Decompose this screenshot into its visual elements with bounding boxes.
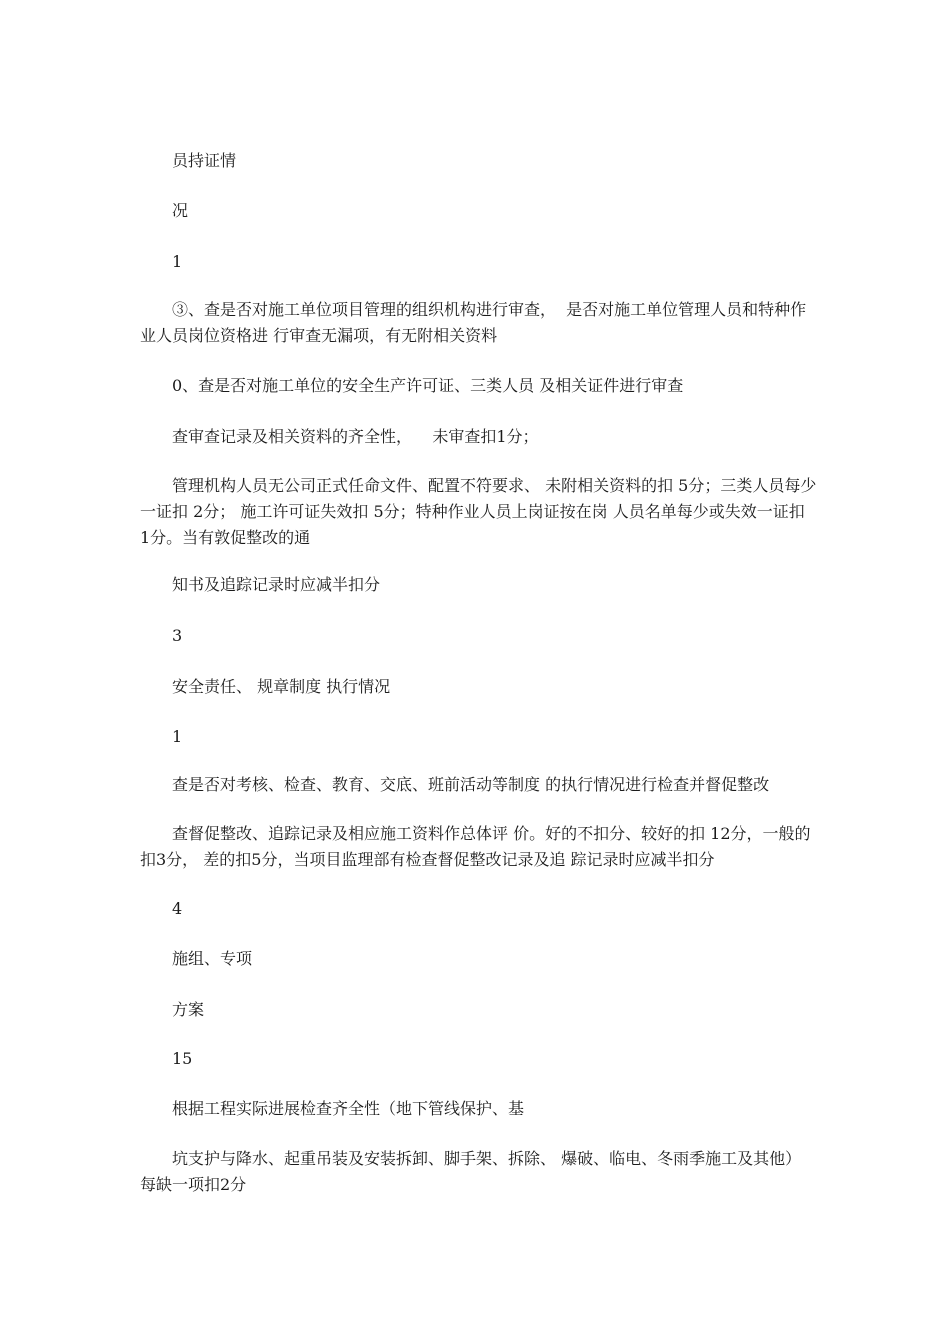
paragraph: 根据工程实际进展检查齐全性（地下管线保护、基 [172,1099,525,1118]
paragraph: 查督促整改、追踪记录及相应施工资料作总体评 价。好的不扣分、较好的扣 12分，一般的扣3分， 差的扣5分，当项目监理部有检查督促整改记录及追 踪记录时应减半扣分 [140,824,811,869]
paragraph: 查是否对考核、检查、教育、交底、班前活动等制度 的执行情况进行检查并督促整改 [172,775,770,794]
paragraph: 知书及追踪记录时应减半扣分 [172,575,381,594]
paragraph: 方案 [172,1000,205,1019]
paragraph: 3 [172,626,183,645]
paragraph: 坑支护与降水、起重吊装及安装拆卸、脚手架、拆除、 爆破、临电、冬雨季施工及其他） 每缺一项扣2分 [140,1149,822,1194]
paragraph: 管理机构人员无公司正式任命文件、配置不符要求、 未附相关资料的扣 5分；三类人员每少一证扣 2分； 施工许可证失效扣 5分；特种作业人员上岗证按在岗 人员名单每少或失效一证扣 1分。当有敦促整改的通 [140,476,826,547]
paragraph: 0、查是否对施工单位的安全生产许可证、三类人员 及相关证件进行审查 [172,376,684,395]
paragraph: 施组、专项 [172,949,253,968]
paragraph: 查审查记录及相关资料的齐全性， 未审查扣1分； [172,427,539,446]
paragraph: 员持证情 [172,151,237,170]
paragraph: 1 [172,252,183,271]
paragraph: ③、查是否对施工单位项目管理的组织机构进行审查， 是否对施工单位管理人员和特种作业人员岗位资格进 行审查无漏项，有无附相关资料 [140,300,807,345]
paragraph: 1 [172,727,183,746]
paragraph: 安全责任、 规章制度 执行情况 [172,677,391,696]
paragraph: 4 [172,899,183,918]
paragraph: 15 [172,1049,193,1068]
paragraph: 况 [172,201,189,220]
